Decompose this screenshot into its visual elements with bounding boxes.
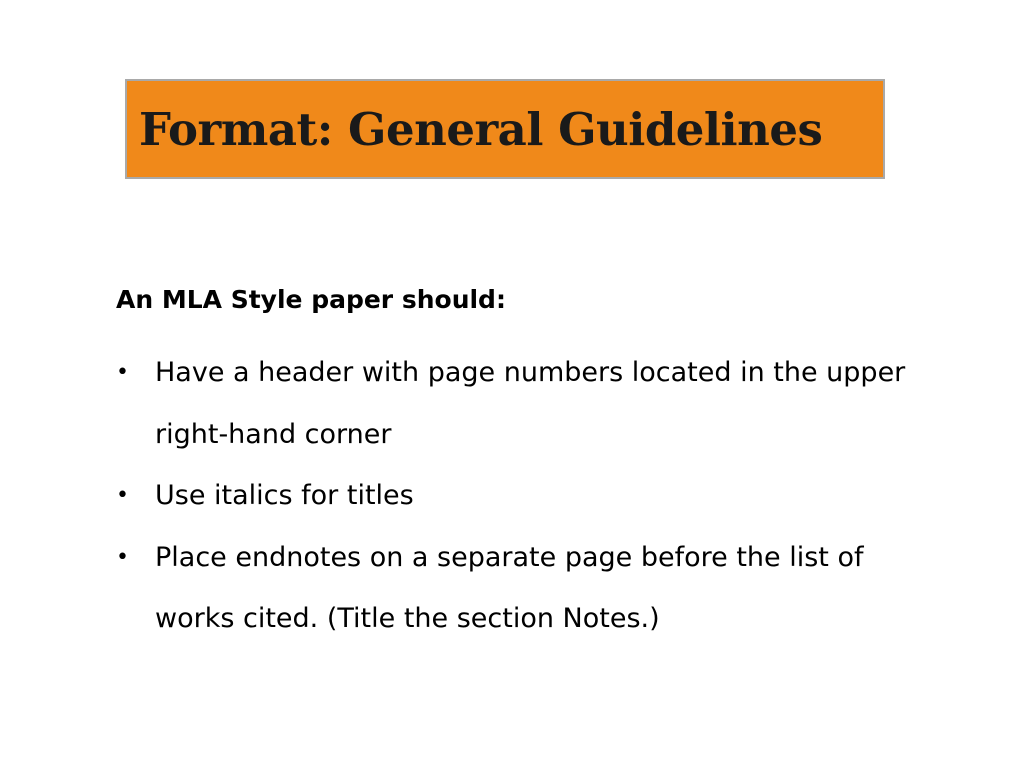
title-banner	[125, 79, 885, 179]
bullet-item	[116, 527, 916, 650]
bullet-item	[116, 465, 916, 527]
bullet-icon: •	[116, 544, 129, 570]
bullet-text: Use italics for titles	[155, 480, 414, 511]
bullet-text: Have a header with page numbers located in the upper right-hand corner	[155, 357, 906, 450]
bullet-list	[116, 342, 916, 650]
bullet-icon: •	[116, 360, 129, 385]
bullet-text: Place endnotes on a separate page before the list of works cited. (Title the section Notes.)	[155, 541, 864, 634]
slide-body	[116, 280, 916, 650]
bullet-icon: •	[116, 483, 129, 508]
bullet-item	[116, 342, 916, 465]
intro-text: An MLA Style paper should:	[116, 285, 506, 314]
slide-title: Format: General Guidelines	[139, 102, 823, 156]
